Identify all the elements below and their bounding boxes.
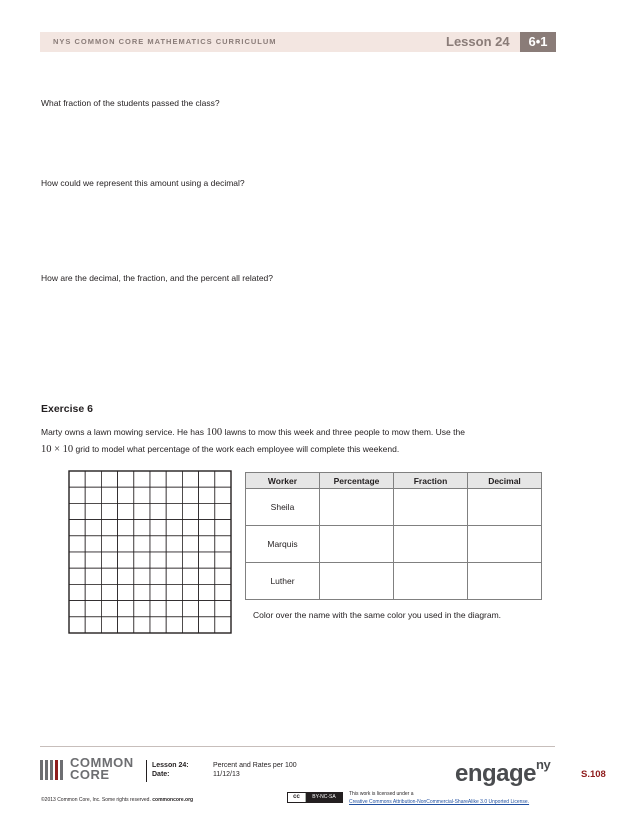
cc-type: BY-NC-SA [306, 793, 342, 802]
table-row [246, 489, 542, 526]
grid-cell[interactable] [69, 601, 85, 617]
grid-cell[interactable] [134, 520, 150, 536]
cc-license-badge[interactable] [287, 792, 343, 803]
table-row [246, 563, 542, 600]
lesson-date: 11/12/13 [213, 771, 240, 778]
grid-cell[interactable] [85, 471, 101, 487]
grid-cell[interactable] [215, 552, 231, 568]
fraction-cell[interactable] [394, 563, 468, 600]
grid-cell[interactable] [134, 584, 150, 600]
grid-cell[interactable] [85, 520, 101, 536]
exercise-line1-num: 100 [206, 427, 223, 438]
grid-cell[interactable] [166, 617, 182, 633]
exercise-line2-math: 10 × 10 [41, 444, 74, 455]
grid-cell[interactable] [118, 536, 134, 552]
worker-name-luther[interactable]: Luther [246, 563, 320, 600]
worker-table-header [246, 473, 542, 489]
grid-cell[interactable] [134, 536, 150, 552]
grid-cell[interactable] [215, 471, 231, 487]
grid-cell[interactable] [215, 601, 231, 617]
lesson-title: Lesson 24 [446, 34, 510, 49]
grid-cell[interactable] [182, 471, 198, 487]
grid-cell[interactable] [182, 568, 198, 584]
grid-cell[interactable] [215, 503, 231, 519]
exercise-title: Exercise 6 [41, 403, 93, 415]
header-fraction: Fraction [394, 473, 468, 489]
grid-cell[interactable] [150, 601, 166, 617]
grid-cell[interactable] [215, 487, 231, 503]
page-number: S.108 [581, 769, 606, 780]
grid-cell[interactable] [85, 601, 101, 617]
grid-cell[interactable] [134, 471, 150, 487]
header-worker: Worker [246, 473, 320, 489]
grid-cell[interactable] [199, 503, 215, 519]
grid-cell[interactable] [166, 487, 182, 503]
common-core-logo-icon [40, 760, 66, 780]
table-row [246, 526, 542, 563]
common-core-logo-text [70, 757, 134, 781]
logo-line-1: COMMON [70, 755, 134, 770]
exercise-text [41, 424, 541, 458]
percentage-cell[interactable] [320, 526, 394, 563]
color-instruction: Color over the name with the same color you used in the diagram. [253, 610, 502, 620]
fraction-cell[interactable] [394, 526, 468, 563]
footer-divider [40, 746, 555, 747]
grid-cell[interactable] [85, 552, 101, 568]
logo-line-2: CORE [70, 767, 110, 782]
grid-cell[interactable] [150, 520, 166, 536]
grid-cell[interactable] [199, 584, 215, 600]
grid-cell[interactable] [134, 568, 150, 584]
grid-cell[interactable] [199, 552, 215, 568]
exercise-line2-post: grid to model what percentage of the work each employee will complete this weekend. [73, 444, 400, 454]
grade-module-badge: 6•1 [520, 32, 556, 52]
grid-cell[interactable] [69, 552, 85, 568]
decimal-cell[interactable] [468, 489, 542, 526]
grid-cell[interactable] [150, 487, 166, 503]
grid-cell[interactable] [150, 617, 166, 633]
copyright-text: ©2013 Common Core, Inc. Some rights reserved. [41, 797, 153, 803]
license-link[interactable]: Creative Commons Attribution-NonCommercial-ShareAlike 3.0 Unported License. [349, 799, 530, 805]
grid-cell[interactable] [199, 568, 215, 584]
grid-cell[interactable] [134, 617, 150, 633]
grid-cell[interactable] [166, 552, 182, 568]
grid-cell[interactable] [101, 503, 117, 519]
grid-cell[interactable] [182, 617, 198, 633]
grid-cell[interactable] [182, 536, 198, 552]
grid-cell[interactable] [166, 471, 182, 487]
engage-sup: ny [536, 757, 551, 772]
question-fraction: What fraction of the students passed the class? [41, 98, 220, 108]
footer-values [213, 761, 297, 779]
grid-cell[interactable] [69, 471, 85, 487]
grid-cell[interactable] [150, 503, 166, 519]
date-label: Date: [152, 771, 170, 778]
grid-cell[interactable] [215, 520, 231, 536]
footer-labels [152, 761, 189, 779]
grid-cell[interactable] [134, 601, 150, 617]
percentage-cell[interactable] [320, 563, 394, 600]
header-decimal: Decimal [468, 473, 542, 489]
grid-cell[interactable] [199, 601, 215, 617]
grid-cell[interactable] [166, 584, 182, 600]
grid-cell[interactable] [166, 536, 182, 552]
grid-cell[interactable] [118, 584, 134, 600]
lesson-name: Percent and Rates per 100 [213, 762, 297, 769]
grid-cell[interactable] [134, 503, 150, 519]
copyright-site[interactable]: commoncore.org [152, 797, 194, 803]
license-line-1: This work is licensed under a [349, 791, 414, 797]
grid-cell[interactable] [85, 617, 101, 633]
grid-cell[interactable] [182, 487, 198, 503]
question-related: How are the decimal, the fraction, and the percent all related? [41, 273, 273, 283]
grid-cell[interactable] [69, 520, 85, 536]
grid-cell[interactable] [182, 584, 198, 600]
grid-cell[interactable] [215, 617, 231, 633]
grid-cell[interactable] [150, 584, 166, 600]
grid-cell[interactable] [85, 568, 101, 584]
grid-cell[interactable] [101, 520, 117, 536]
grid-cell[interactable] [150, 568, 166, 584]
grid-cell[interactable] [85, 503, 101, 519]
grid-cell[interactable] [101, 617, 117, 633]
grid-cell[interactable] [199, 487, 215, 503]
grid-cell[interactable] [85, 584, 101, 600]
grid-cell[interactable] [215, 568, 231, 584]
grid-cell[interactable] [182, 601, 198, 617]
grid-cell[interactable] [182, 552, 198, 568]
grid-cell[interactable] [101, 584, 117, 600]
grid-cell[interactable] [101, 601, 117, 617]
grid-cell[interactable] [101, 568, 117, 584]
grid-cell[interactable] [69, 617, 85, 633]
grid-cell[interactable] [118, 568, 134, 584]
exercise-line1-post: lawns to mow this week and three people to mow them. Use the [222, 427, 465, 437]
grid-cell[interactable] [118, 487, 134, 503]
grid-cell[interactable] [101, 471, 117, 487]
grid-cell[interactable] [166, 601, 182, 617]
fraction-cell[interactable] [394, 489, 468, 526]
decimal-cell[interactable] [468, 563, 542, 600]
hundred-grid[interactable] [68, 470, 232, 634]
grid-cell[interactable] [166, 503, 182, 519]
grid-cell[interactable] [215, 536, 231, 552]
grid-cell[interactable] [199, 617, 215, 633]
header-percentage: Percentage [320, 473, 394, 489]
grid-cell[interactable] [134, 487, 150, 503]
grid-cell[interactable] [199, 471, 215, 487]
grid-cell[interactable] [118, 601, 134, 617]
grid-cell[interactable] [101, 536, 117, 552]
worker-table [245, 472, 542, 600]
engage-text: engage [455, 760, 537, 787]
grid-cell[interactable] [166, 520, 182, 536]
grid-cell[interactable] [69, 487, 85, 503]
worker-name-sheila[interactable]: Sheila [246, 489, 320, 526]
cc-icon: cc [288, 793, 305, 802]
grid-cell[interactable] [101, 552, 117, 568]
engageny-logo [455, 757, 551, 788]
footer-separator [146, 760, 147, 782]
grid-cell[interactable] [166, 568, 182, 584]
grid-cell[interactable] [85, 536, 101, 552]
license-notice [349, 790, 529, 806]
decimal-cell[interactable] [468, 526, 542, 563]
grid-cell[interactable] [118, 520, 134, 536]
grid-cell[interactable] [69, 584, 85, 600]
grid-cell[interactable] [199, 536, 215, 552]
grid-cell[interactable] [118, 503, 134, 519]
grid-cell[interactable] [69, 503, 85, 519]
lesson-label: Lesson 24: [152, 762, 189, 769]
grid-cell[interactable] [182, 520, 198, 536]
grid-cell[interactable] [199, 520, 215, 536]
grid-cell[interactable] [85, 487, 101, 503]
grid-cell[interactable] [118, 552, 134, 568]
grid-cell[interactable] [69, 568, 85, 584]
worker-name-marquis[interactable]: Marquis [246, 526, 320, 563]
grid-cell[interactable] [215, 584, 231, 600]
copyright-notice [41, 797, 193, 803]
percentage-cell[interactable] [320, 489, 394, 526]
grid-cell[interactable] [101, 487, 117, 503]
grid-cell[interactable] [118, 471, 134, 487]
grid-cell[interactable] [150, 536, 166, 552]
curriculum-title: NYS COMMON CORE MATHEMATICS CURRICULUM [53, 37, 277, 46]
grid-cell[interactable] [69, 536, 85, 552]
grid-cell[interactable] [150, 552, 166, 568]
grid-cell[interactable] [118, 617, 134, 633]
question-decimal: How could we represent this amount using a decimal? [41, 178, 245, 188]
exercise-line1-pre: Marty owns a lawn mowing service. He has [41, 427, 207, 437]
grid-cell[interactable] [182, 503, 198, 519]
grid-cell[interactable] [150, 471, 166, 487]
grid-cell[interactable] [134, 552, 150, 568]
